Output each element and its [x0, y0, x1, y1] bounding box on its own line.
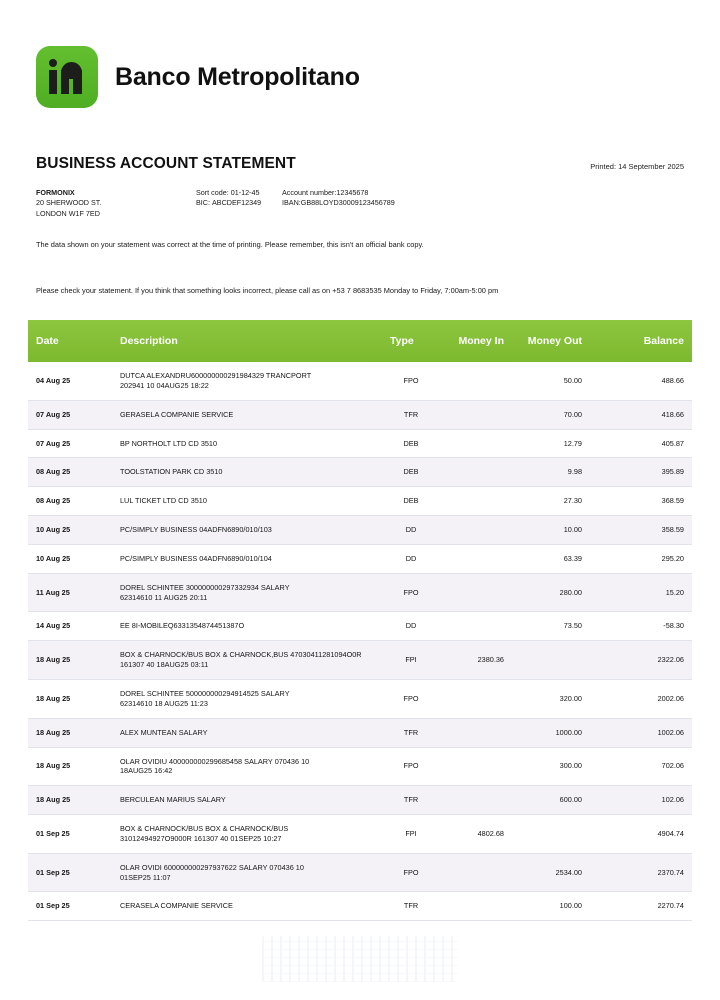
cell-type: DEB — [382, 487, 440, 516]
cell-type: FPO — [382, 853, 440, 892]
description-line-2: 31012494927O9000R 161307 40 01SEP25 10:27 — [120, 833, 282, 843]
cell-money-in — [440, 458, 512, 487]
cell-money-in — [440, 853, 512, 892]
cell-date: 10 Aug 25 — [28, 544, 112, 573]
cell-date: 11 Aug 25 — [28, 573, 112, 612]
cell-date: 10 Aug 25 — [28, 516, 112, 545]
description-line-1: DUTCA ALEXANDRU600000000291984329 TRANCPORT — [120, 371, 312, 380]
cell-type: FPO — [382, 362, 440, 400]
description-line-1: OLAR OVIDI 600000000297937622 SALARY 070436 10 — [120, 862, 304, 872]
table-row — [28, 573, 692, 612]
contact-notice: Please check your statement. If you think that something looks incorrect, please call as on +53 7 8683535 Monday to Friday, 7:00am-5:00 pm — [36, 286, 499, 295]
bank-monogram-icon — [36, 46, 98, 108]
cell-balance: 4904.74 — [590, 815, 692, 854]
cell-description — [112, 718, 382, 747]
cell-money-in — [440, 718, 512, 747]
cell-money-out — [512, 815, 590, 854]
cell-balance: 2002.06 — [590, 679, 692, 718]
cell-description — [112, 458, 382, 487]
column-header-date: Date — [28, 320, 112, 362]
cell-date: 14 Aug 25 — [28, 612, 112, 641]
cell-date: 07 Aug 25 — [28, 429, 112, 458]
account-number-label: Account number: — [282, 188, 337, 197]
table-row — [28, 487, 692, 516]
column-header-type: Type — [382, 320, 440, 362]
cell-money-in — [440, 679, 512, 718]
cell-date: 07 Aug 25 — [28, 400, 112, 429]
table-row — [28, 544, 692, 573]
description-line-1: OLAR OVIDIU 400000000299685458 SALARY 070436 10 — [120, 756, 310, 766]
cell-type: TFR — [382, 400, 440, 429]
description-line-1: EE 8I-MOBILEQ6331354874451387O — [120, 621, 245, 631]
cell-type: TFR — [382, 786, 440, 815]
cell-description — [112, 429, 382, 458]
cell-money-out — [512, 641, 590, 680]
page-footer-artifact — [262, 936, 458, 982]
table-row — [28, 516, 692, 545]
cell-description — [112, 516, 382, 545]
description-line-1: DOREL SCHINTEE 300000000297332934 SALARY — [120, 582, 290, 592]
description-line-1: LUL TICKET LTD CD 3510 — [120, 496, 207, 506]
cell-type: DD — [382, 612, 440, 641]
cell-money-in — [440, 362, 512, 400]
cell-date: 04 Aug 25 — [28, 362, 112, 400]
table-row — [28, 641, 692, 680]
cell-money-in: 4802.68 — [440, 815, 512, 854]
bic-label-value: BIC: ABCDEF12349 — [196, 198, 262, 208]
cell-money-out: 10.00 — [512, 516, 590, 545]
cell-balance: 358.59 — [590, 516, 692, 545]
description-line-1: TOOLSTATION PARK CD 3510 — [120, 467, 223, 477]
cell-date: 18 Aug 25 — [28, 747, 112, 786]
cell-money-in — [440, 544, 512, 573]
column-header-money-out: Money Out — [512, 320, 590, 362]
cell-balance: 405.87 — [590, 429, 692, 458]
cell-money-out: 2534.00 — [512, 853, 590, 892]
column-header-balance: Balance — [590, 320, 692, 362]
cell-money-out: 70.00 — [512, 400, 590, 429]
cell-money-out: 12.79 — [512, 429, 590, 458]
page-title: BUSINESS ACCOUNT STATEMENT — [36, 155, 296, 172]
cell-balance: 418.66 — [590, 400, 692, 429]
cell-money-in — [440, 786, 512, 815]
cell-date: 01 Sep 25 — [28, 815, 112, 854]
cell-type: FPO — [382, 679, 440, 718]
account-meta — [36, 188, 684, 219]
cell-description — [112, 362, 382, 400]
cell-money-in — [440, 612, 512, 641]
transactions-body — [28, 362, 692, 921]
cell-description — [112, 786, 382, 815]
cell-balance: 2322.06 — [590, 641, 692, 680]
cell-balance: 488.66 — [590, 362, 692, 400]
cell-date: 18 Aug 25 — [28, 786, 112, 815]
account-holder-name: FORMONIX — [36, 188, 75, 197]
cell-description — [112, 747, 382, 786]
description-line-2: 62314610 18 AUG25 11:23 — [120, 698, 208, 708]
iban-label: IBAN: — [282, 198, 301, 208]
cell-money-in: 2380.36 — [440, 641, 512, 680]
cell-money-out: 1000.00 — [512, 718, 590, 747]
printing-notice: The data shown on your statement was correct at the time of printing. Please remember, this isn't an official bank copy. — [36, 240, 424, 249]
cell-type: DD — [382, 516, 440, 545]
brand-name: Banco Metropolitano — [115, 62, 360, 91]
table-row — [28, 853, 692, 892]
description-line-1: GERASELA COMPANIE SERVICE — [120, 409, 234, 419]
table-row — [28, 892, 692, 921]
bic-row — [196, 198, 684, 208]
table-row — [28, 718, 692, 747]
cell-balance: -58.30 — [590, 612, 692, 641]
cell-description — [112, 612, 382, 641]
cell-balance: 15.20 — [590, 573, 692, 612]
cell-balance: 102.06 — [590, 786, 692, 815]
cell-description — [112, 641, 382, 680]
description-line-1: PC/SIMPLY BUSINESS 04ADFN6890/010/104 — [120, 553, 272, 563]
cell-type: DEB — [382, 458, 440, 487]
sort-code-row — [196, 188, 684, 198]
description-line-1: BERCULEAN MARIUS SALARY — [120, 795, 226, 805]
cell-date: 18 Aug 25 — [28, 641, 112, 680]
iban-value: GB88LOYD30009123456789 — [300, 198, 395, 208]
cell-date: 01 Sep 25 — [28, 892, 112, 921]
description-line-1: ALEX MUNTEAN SALARY — [120, 727, 208, 737]
cell-description — [112, 815, 382, 854]
cell-date: 08 Aug 25 — [28, 458, 112, 487]
table-row — [28, 362, 692, 400]
cell-description — [112, 573, 382, 612]
cell-balance: 2270.74 — [590, 892, 692, 921]
cell-type: FPI — [382, 815, 440, 854]
transactions-table — [28, 320, 692, 921]
cell-balance: 368.59 — [590, 487, 692, 516]
cell-balance: 395.89 — [590, 458, 692, 487]
cell-money-in — [440, 892, 512, 921]
description-line-2: 161307 40 18AUG25 03:11 — [120, 660, 209, 670]
cell-type: DD — [382, 544, 440, 573]
description-line-1: BOX & CHARNOCK/BUS BOX & CHARNOCK,BUS 47030411281094O0R — [120, 650, 362, 660]
cell-balance: 702.06 — [590, 747, 692, 786]
cell-date: 08 Aug 25 — [28, 487, 112, 516]
cell-money-in — [440, 573, 512, 612]
table-row — [28, 429, 692, 458]
table-row — [28, 747, 692, 786]
address-line-1: 20 SHERWOOD ST. — [36, 198, 102, 208]
cell-money-in — [440, 429, 512, 458]
address-line-2: LONDON W1F 7ED — [36, 208, 100, 218]
table-row — [28, 612, 692, 641]
description-line-2: 202941 10 04AUG25 18:22 — [120, 380, 209, 390]
column-header-money-in: Money In — [440, 320, 512, 362]
cell-balance: 2370.74 — [590, 853, 692, 892]
cell-money-out: 73.50 — [512, 612, 590, 641]
cell-money-out: 27.30 — [512, 487, 590, 516]
sort-code-label-value: Sort code: 01-12-45 — [196, 188, 260, 197]
cell-money-out: 100.00 — [512, 892, 590, 921]
cell-type: FPO — [382, 573, 440, 612]
cell-money-out: 9.98 — [512, 458, 590, 487]
cell-date: 01 Sep 25 — [28, 853, 112, 892]
description-line-1: DOREL SCHINTEE 500000000294914525 SALARY — [120, 688, 290, 698]
table-row — [28, 400, 692, 429]
cell-type: DEB — [382, 429, 440, 458]
cell-money-out: 300.00 — [512, 747, 590, 786]
cell-date: 18 Aug 25 — [28, 718, 112, 747]
cell-money-out: 600.00 — [512, 786, 590, 815]
description-line-2: 62314610 11 AUG25 20:11 — [120, 592, 208, 602]
table-row — [28, 815, 692, 854]
cell-description — [112, 487, 382, 516]
cell-balance: 1002.06 — [590, 718, 692, 747]
column-header-description: Description — [112, 320, 382, 362]
cell-description — [112, 679, 382, 718]
cell-money-in — [440, 487, 512, 516]
description-line-1: BOX & CHARNOCK/BUS BOX & CHARNOCK/BUS — [120, 824, 289, 834]
cell-type: TFR — [382, 718, 440, 747]
account-holder-address — [36, 188, 196, 219]
description-line-1: CERASELA COMPANIE SERVICE — [120, 901, 233, 911]
cell-balance: 295.20 — [590, 544, 692, 573]
account-number-value: 12345678 — [336, 188, 369, 197]
table-header-row — [28, 320, 692, 362]
cell-money-out: 280.00 — [512, 573, 590, 612]
cell-description — [112, 892, 382, 921]
cell-date: 18 Aug 25 — [28, 679, 112, 718]
cell-type: FPI — [382, 641, 440, 680]
cell-money-out: 50.00 — [512, 362, 590, 400]
cell-type: FPO — [382, 747, 440, 786]
table-row — [28, 679, 692, 718]
description-line-2: 18AUG25 16:42 — [120, 766, 173, 776]
brand-header — [36, 46, 360, 108]
cell-description — [112, 544, 382, 573]
printed-date: Printed: 14 September 2025 — [590, 162, 684, 171]
table-row — [28, 458, 692, 487]
account-details — [196, 188, 684, 219]
cell-money-in — [440, 747, 512, 786]
cell-money-out: 320.00 — [512, 679, 590, 718]
title-row — [36, 155, 684, 173]
transactions-table-wrap — [28, 320, 692, 921]
description-line-1: BP NORTHOLT LTD CD 3510 — [120, 438, 218, 448]
cell-money-in — [440, 516, 512, 545]
table-row — [28, 786, 692, 815]
description-line-2: 01SEP25 11:07 — [120, 872, 171, 882]
cell-description — [112, 400, 382, 429]
cell-money-out: 63.39 — [512, 544, 590, 573]
cell-type: TFR — [382, 892, 440, 921]
cell-money-in — [440, 400, 512, 429]
description-line-1: PC/SIMPLY BUSINESS 04ADFN6890/010/103 — [120, 525, 272, 535]
cell-description — [112, 853, 382, 892]
